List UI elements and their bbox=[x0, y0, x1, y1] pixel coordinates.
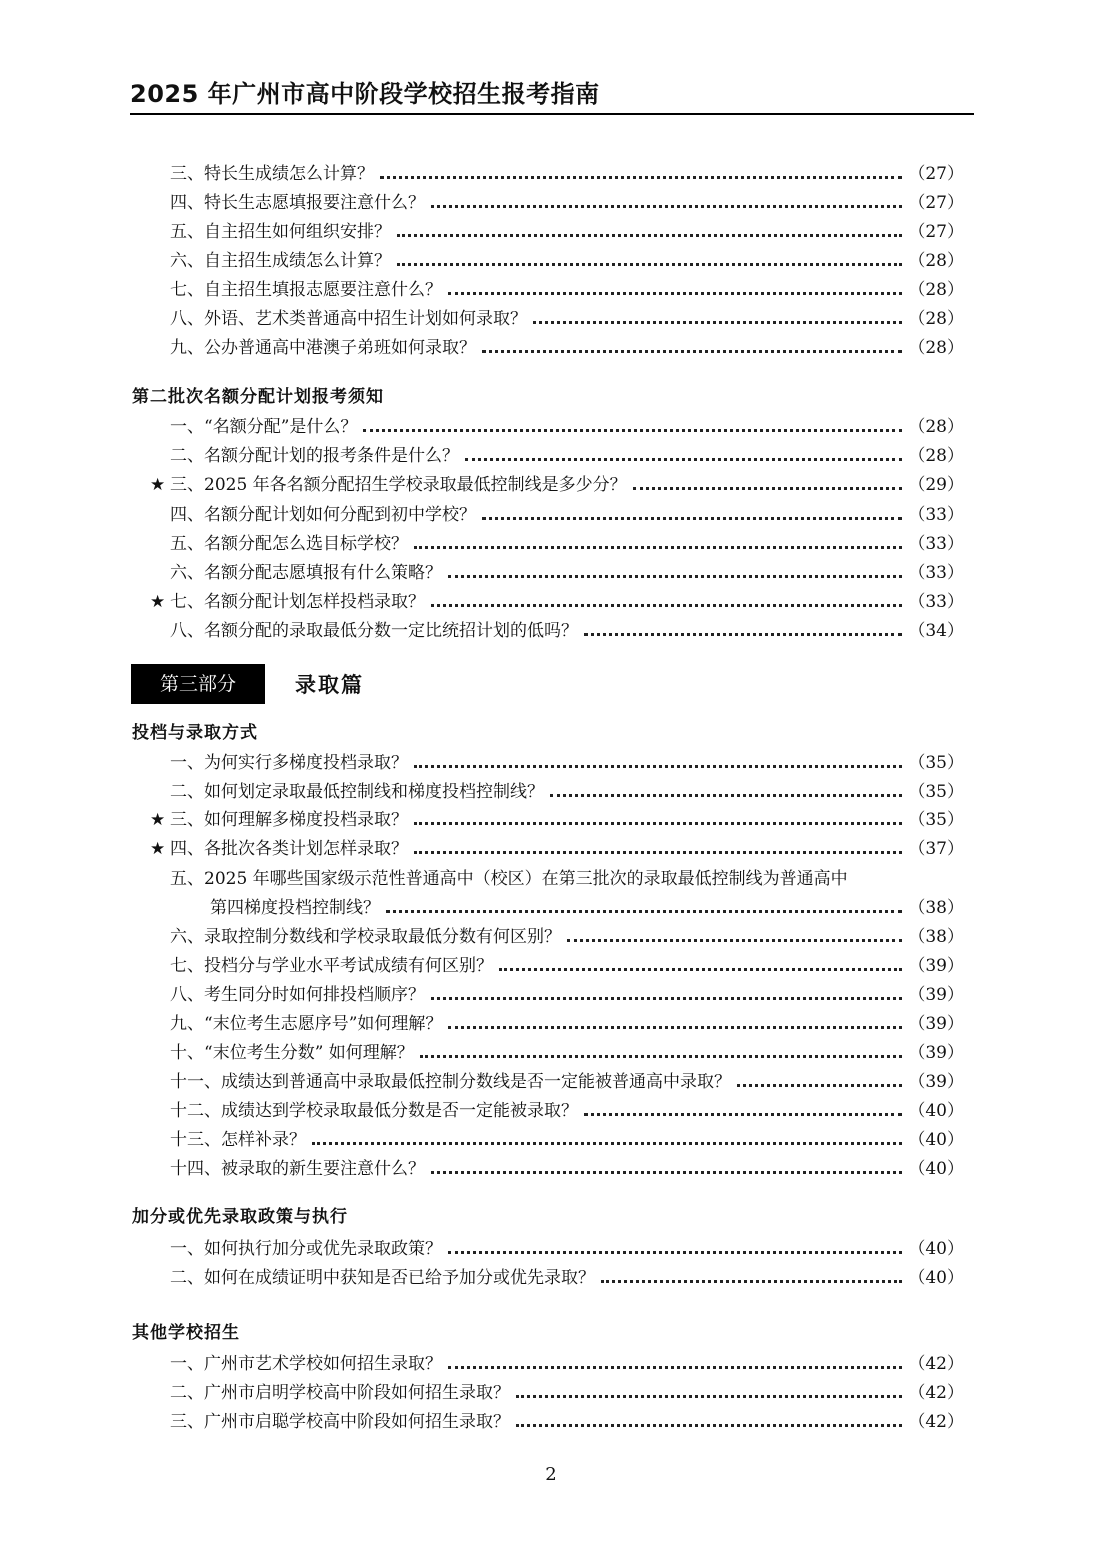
toc-entry-title: 特长生成绩怎么计算？ bbox=[204, 164, 374, 184]
toc-entry-title: 如何在成绩证明中获知是否已给予加分或优先录取？ bbox=[204, 1268, 595, 1288]
toc-entry[interactable] bbox=[150, 188, 964, 214]
toc-entry-title: 名额分配计划的报考条件是什么？ bbox=[204, 446, 459, 466]
toc-entry-page: （33） bbox=[908, 505, 964, 525]
toc-entry[interactable] bbox=[150, 1067, 964, 1093]
toc-entry-number: 三、 bbox=[170, 475, 204, 495]
dot-leader bbox=[737, 1084, 902, 1087]
toc-entry-number: 十二、 bbox=[170, 1101, 221, 1121]
toc-entry-multiline[interactable] bbox=[150, 864, 964, 890]
dot-leader bbox=[420, 1055, 903, 1058]
dot-leader bbox=[397, 234, 902, 237]
toc-entry[interactable] bbox=[150, 1038, 964, 1064]
toc-entry[interactable] bbox=[150, 1154, 964, 1180]
toc-entry-title: 自主招生成绩怎么计算？ bbox=[204, 251, 391, 271]
toc-entry-title: “名额分配”是什么？ bbox=[204, 417, 358, 437]
toc-entry-page: （40） bbox=[908, 1101, 964, 1121]
toc-entry-page: （27） bbox=[908, 164, 964, 184]
dot-leader bbox=[448, 1366, 902, 1369]
toc-entry[interactable] bbox=[150, 1263, 964, 1289]
toc-entry-page: （42） bbox=[908, 1412, 964, 1432]
toc-entry-multiline-cont[interactable] bbox=[210, 893, 964, 919]
toc-entry-page: （27） bbox=[908, 193, 964, 213]
toc-entry-title: 成绩达到普通高中录取最低控制分数线是否一定能被普通高中录取？ bbox=[221, 1072, 731, 1092]
dot-leader bbox=[414, 822, 902, 825]
dot-leader bbox=[431, 205, 902, 208]
dot-leader bbox=[516, 1395, 902, 1398]
dot-leader bbox=[567, 939, 902, 942]
toc-entry[interactable] bbox=[150, 1125, 964, 1151]
toc-entry[interactable] bbox=[150, 529, 964, 555]
toc-entry-number: 五、 bbox=[170, 534, 204, 554]
toc-entry[interactable] bbox=[150, 980, 964, 1006]
toc-entry-number: 二、 bbox=[170, 1268, 204, 1288]
toc-entry-title: 广州市启聪学校高中阶段如何招生录取？ bbox=[204, 1412, 510, 1432]
toc-entry-number: 九、 bbox=[170, 338, 204, 358]
toc-entry-title: 投档分与学业水平考试成绩有何区别？ bbox=[204, 956, 493, 976]
toc-entry-number: 四、 bbox=[170, 839, 204, 859]
star-marker: ★ bbox=[150, 810, 166, 830]
toc-entry-page: （33） bbox=[908, 534, 964, 554]
toc-entry-page: （39） bbox=[908, 985, 964, 1005]
dot-leader bbox=[414, 765, 902, 768]
toc-entry-page: （39） bbox=[908, 1072, 964, 1092]
dot-leader bbox=[482, 517, 902, 520]
toc-entry-title: 被录取的新生要注意什么？ bbox=[221, 1159, 425, 1179]
toc-entry-number: 八、 bbox=[170, 309, 204, 329]
toc-entry[interactable] bbox=[150, 922, 964, 948]
toc-entry-number: 四、 bbox=[170, 193, 204, 213]
toc-entry-page: （38） bbox=[908, 927, 964, 947]
toc-entry[interactable] bbox=[150, 1009, 964, 1035]
dot-leader bbox=[448, 1251, 902, 1254]
toc-entry-title: 如何理解多梯度投档录取？ bbox=[204, 810, 408, 830]
toc-entry-page: （40） bbox=[908, 1268, 964, 1288]
toc-entry[interactable] bbox=[150, 304, 964, 330]
toc-entry-page: （35） bbox=[908, 753, 964, 773]
toc-entry[interactable] bbox=[150, 587, 964, 613]
part-title: 录取篇 bbox=[295, 672, 364, 697]
toc-entry[interactable] bbox=[150, 834, 964, 860]
toc-entry-page: （40） bbox=[908, 1159, 964, 1179]
toc-entry-title: “末位考生分数” 如何理解？ bbox=[204, 1043, 414, 1063]
toc-entry-page: （28） bbox=[908, 280, 964, 300]
toc-entry-number: 一、 bbox=[170, 1354, 204, 1374]
toc-entry-number: 一、 bbox=[170, 417, 204, 437]
toc-entry-number: 六、 bbox=[170, 927, 204, 947]
toc-entry-page: （35） bbox=[908, 782, 964, 802]
toc-entry-number: 五、 bbox=[170, 869, 204, 889]
toc-entry-number: 十四、 bbox=[170, 1159, 221, 1179]
toc-entry-title: 成绩达到学校录取最低分数是否一定能被录取？ bbox=[221, 1101, 578, 1121]
toc-entry-title: “末位考生志愿序号”如何理解？ bbox=[204, 1014, 443, 1034]
toc-entry-number: 六、 bbox=[170, 251, 204, 271]
dot-leader bbox=[386, 910, 902, 913]
toc-entry-page: （37） bbox=[908, 839, 964, 859]
part-banner bbox=[131, 664, 364, 704]
toc-entry-number: 二、 bbox=[170, 1383, 204, 1403]
toc-entry[interactable] bbox=[150, 951, 964, 977]
toc-entry[interactable] bbox=[150, 1234, 964, 1260]
toc-entry-page: （28） bbox=[908, 251, 964, 271]
toc-entry-number: 二、 bbox=[170, 782, 204, 802]
dot-leader bbox=[448, 292, 902, 295]
section-heading-admission: 投档与录取方式 bbox=[132, 723, 258, 743]
dot-leader bbox=[414, 546, 902, 549]
toc-entry-number: 一、 bbox=[170, 1239, 204, 1259]
dot-leader bbox=[431, 1171, 902, 1174]
toc-entry[interactable] bbox=[150, 470, 964, 496]
toc-entry[interactable] bbox=[150, 217, 964, 243]
toc-entry-title: 为何实行多梯度投档录取？ bbox=[204, 753, 408, 773]
toc-entry-title: 考生同分时如何排投档顺序？ bbox=[204, 985, 425, 1005]
toc-entry-page: （33） bbox=[908, 592, 964, 612]
dot-leader bbox=[448, 1026, 902, 1029]
dot-leader bbox=[499, 968, 902, 971]
dot-leader bbox=[431, 997, 902, 1000]
toc-entry[interactable] bbox=[150, 558, 964, 584]
toc-entry[interactable] bbox=[150, 441, 964, 467]
toc-entry-title: 外语、艺术类普通高中招生计划如何录取？ bbox=[204, 309, 527, 329]
dot-leader bbox=[431, 604, 902, 607]
section-heading-other: 其他学校招生 bbox=[132, 1323, 240, 1343]
toc-entry-title: 广州市艺术学校如何招生录取？ bbox=[204, 1354, 442, 1374]
page-number: 2 bbox=[545, 1464, 557, 1485]
toc-entry-page: （28） bbox=[908, 446, 964, 466]
toc-entry-number: 三、 bbox=[170, 1412, 204, 1432]
toc-entry-title: 名额分配计划怎样投档录取？ bbox=[204, 592, 425, 612]
toc-entry-title: 名额分配怎么选目标学校？ bbox=[204, 534, 408, 554]
toc-entry-number: 四、 bbox=[170, 505, 204, 525]
toc-entry[interactable] bbox=[150, 159, 964, 185]
toc-entry-number: 二、 bbox=[170, 446, 204, 466]
toc-entry-page: （42） bbox=[908, 1354, 964, 1374]
dot-leader bbox=[601, 1280, 902, 1283]
toc-entry-title: 自主招生填报志愿要注意什么？ bbox=[204, 280, 442, 300]
toc-entry-title: 如何划定录取最低控制线和梯度投档控制线？ bbox=[204, 782, 544, 802]
toc-entry-page: （39） bbox=[908, 1014, 964, 1034]
toc-entry-number: 十三、 bbox=[170, 1130, 221, 1150]
toc-entry-number: 五、 bbox=[170, 222, 204, 242]
toc-entry-number: 七、 bbox=[170, 280, 204, 300]
toc-entry-title: 公办普通高中港澳子弟班如何录取？ bbox=[204, 338, 476, 358]
toc-entry-number: 八、 bbox=[170, 985, 204, 1005]
star-marker: ★ bbox=[150, 839, 166, 859]
section-heading-quota: 第二批次名额分配计划报考须知 bbox=[132, 387, 384, 407]
toc-entry-title: 2025 年各名额分配招生学校录取最低控制线是多少分？ bbox=[204, 475, 627, 495]
toc-entry-number: 一、 bbox=[170, 753, 204, 773]
toc-entry-page: （34） bbox=[908, 621, 964, 641]
toc-entry-page: （29） bbox=[908, 475, 964, 495]
dot-leader bbox=[516, 1424, 902, 1427]
toc-entry-number: 七、 bbox=[170, 956, 204, 976]
section-heading-bonus: 加分或优先录取政策与执行 bbox=[132, 1207, 348, 1227]
toc-entry-title-line2: 第四梯度投档控制线？ bbox=[210, 898, 380, 918]
page-header bbox=[130, 79, 974, 115]
toc-entry-page: （42） bbox=[908, 1383, 964, 1403]
toc-entry-number: 八、 bbox=[170, 621, 204, 641]
toc-entry-number: 九、 bbox=[170, 1014, 204, 1034]
toc-entry[interactable] bbox=[150, 748, 964, 774]
dot-leader bbox=[584, 633, 902, 636]
dot-leader bbox=[363, 429, 902, 432]
toc-entry[interactable] bbox=[150, 805, 964, 831]
document-title: 2025 年广州市高中阶段学校招生报考指南 bbox=[130, 80, 600, 108]
toc-entry-page: （28） bbox=[908, 417, 964, 437]
toc-entry-title-line1: 2025 年哪些国家级示范性普通高中（校区）在第三批次的录取最低控制线为普通高中 bbox=[204, 869, 848, 889]
toc-entry-page: （40） bbox=[908, 1130, 964, 1150]
toc-entry-page: （38） bbox=[908, 898, 964, 918]
toc-entry-number: 十一、 bbox=[170, 1072, 221, 1092]
toc-entry-title: 怎样补录？ bbox=[221, 1130, 306, 1150]
toc-entry[interactable] bbox=[150, 777, 964, 803]
toc-entry-title: 各批次各类计划怎样录取？ bbox=[204, 839, 408, 859]
toc-entry[interactable] bbox=[150, 412, 964, 438]
toc-entry[interactable] bbox=[150, 1096, 964, 1122]
toc-entry[interactable] bbox=[150, 1349, 964, 1375]
dot-leader bbox=[533, 321, 902, 324]
toc-entry-title: 名额分配的录取最低分数一定比统招计划的低吗？ bbox=[204, 621, 578, 641]
toc-entry-title: 名额分配志愿填报有什么策略？ bbox=[204, 563, 442, 583]
toc-entry-title: 自主招生如何组织安排？ bbox=[204, 222, 391, 242]
toc-entry-page: （39） bbox=[908, 1043, 964, 1063]
toc-entry[interactable] bbox=[150, 246, 964, 272]
toc-entry-number: 三、 bbox=[170, 810, 204, 830]
toc-entry-number: 十、 bbox=[170, 1043, 204, 1063]
dot-leader bbox=[584, 1113, 902, 1116]
toc-entry-page: （33） bbox=[908, 563, 964, 583]
toc-entry[interactable] bbox=[150, 275, 964, 301]
dot-leader bbox=[633, 487, 903, 490]
dot-leader bbox=[465, 458, 902, 461]
toc-entry[interactable] bbox=[150, 1407, 964, 1433]
toc-entry[interactable] bbox=[150, 500, 964, 526]
toc-entry-page: （28） bbox=[908, 338, 964, 358]
dot-leader bbox=[550, 794, 902, 797]
star-marker: ★ bbox=[150, 475, 166, 495]
toc-entry-number: 六、 bbox=[170, 563, 204, 583]
dot-leader bbox=[397, 263, 902, 266]
toc-entry-title: 广州市启明学校高中阶段如何招生录取？ bbox=[204, 1383, 510, 1403]
toc-entry-page: （35） bbox=[908, 810, 964, 830]
toc-entry-title: 录取控制分数线和学校录取最低分数有何区别？ bbox=[204, 927, 561, 947]
toc-entry-title: 如何执行加分或优先录取政策？ bbox=[204, 1239, 442, 1259]
toc-entry-number: 七、 bbox=[170, 592, 204, 612]
toc-entry-page: （27） bbox=[908, 222, 964, 242]
toc-entry-page: （40） bbox=[908, 1239, 964, 1259]
toc-entry[interactable] bbox=[150, 333, 964, 359]
toc-entry[interactable] bbox=[150, 1378, 964, 1404]
toc-entry-number: 三、 bbox=[170, 164, 204, 184]
dot-leader bbox=[448, 575, 902, 578]
dot-leader bbox=[312, 1142, 902, 1145]
dot-leader bbox=[414, 851, 902, 854]
toc-entry-title: 名额分配计划如何分配到初中学校？ bbox=[204, 505, 476, 525]
dot-leader bbox=[380, 176, 902, 179]
toc-entry-title: 特长生志愿填报要注意什么？ bbox=[204, 193, 425, 213]
part-label: 第三部分 bbox=[131, 664, 265, 704]
toc-entry-page: （39） bbox=[908, 956, 964, 976]
toc-entry-page: （28） bbox=[908, 309, 964, 329]
toc-entry[interactable] bbox=[150, 616, 964, 642]
star-marker: ★ bbox=[150, 592, 166, 612]
dot-leader bbox=[482, 350, 902, 353]
